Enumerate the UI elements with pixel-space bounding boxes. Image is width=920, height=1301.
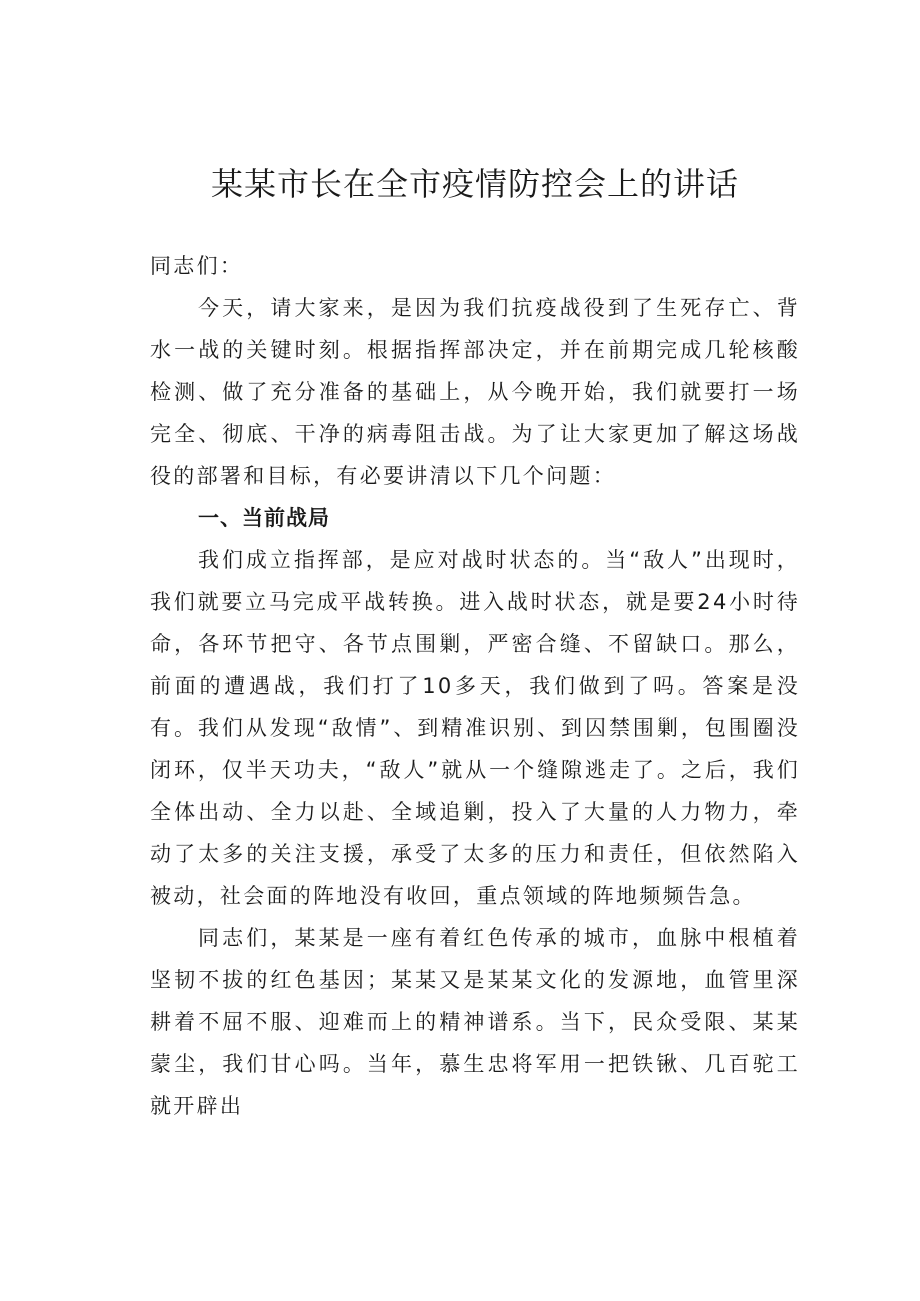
paragraph-battle-situation: 我们成立指挥部，是应对战时状态的。当“敌人”出现时，我们就要立马完成平战转换。进入战时状态，就是要24小时待命，各环节把守、各节点围剿，严密合缝、不留缺口。那么，前面的遭遇战，我们打了10多天，我们做到了吗。答案是没有。我们从发现“敌情”、到精准识别、到囚禁围剿，包围圈没闭环，仅半天功夫，“敌人”就从一个缝隙逃走了。之后，我们全体出动、全力以赴、全域追剿，投入了大量的人力物力，牵动了太多的关注支援，承受了太多的压力和责任，但依然陷入被动，社会面的阵地没有收回，重点领域的阵地频频告急。 [150,548,800,908]
paragraph-city-spirit: 同志们，某某是一座有着红色传承的城市，血脉中根植着坚韧不拔的红色基因；某某又是某某文化的发源地，血管里深耕着不屈不服、迎难而上的精神谱系。当下，民众受限、某某蒙尘，我们甘心吗。当年，慕生忠将军用一把铁锹、几百驼工就开辟出 [150,926,800,1118]
document-title: 某某市长在全市疫情防控会上的讲话 [210,165,739,203]
paragraph-intro: 今天，请大家来，是因为我们抗疫战役到了生死存亡、背水一战的关键时刻。根据指挥部决定，并在前期完成几轮核酸检测、做了充分准备的基础上，从今晚开始，我们就要打一场完全、彻底、干净的病毒阻击战。为了让大家更加了解这场战役的部署和目标，有必要讲清以下几个问题： [150,296,800,488]
section-heading: 一、当前战局 [198,506,330,530]
salutation: 同志们： [150,254,244,278]
